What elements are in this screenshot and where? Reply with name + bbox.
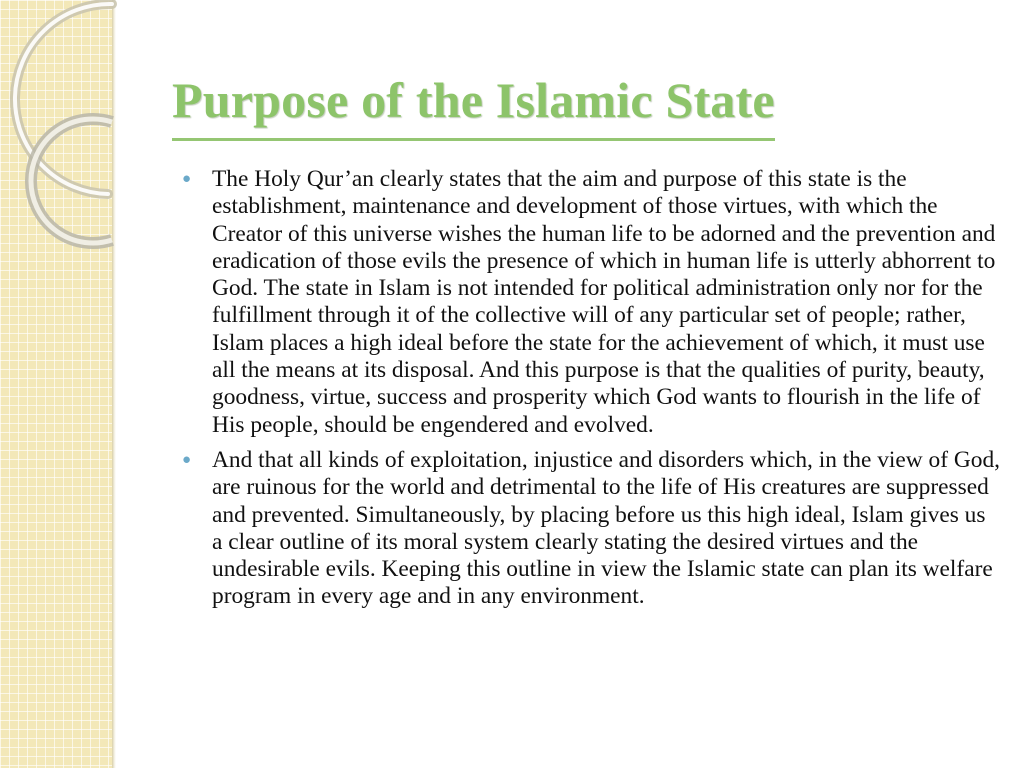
bullet-item <box>180 447 1000 611</box>
decorative-rings <box>0 0 200 300</box>
bullet-list <box>180 166 1000 619</box>
bullet-text: The Holy Qur’an clearly states that the aim and purpose of this state is the establishment, maintenance and development of those virtues, with which the Creator of this universe wishes the human life to be adorned and the prevention and eradication of those evils the presence of which in human life is utterly abhorrent to God. The state in Islam is not intended for political administration only nor for the fulfillment through it of the collective will of any particular set of people; rather, Islam places a high ideal before the state for the achievement of which, it must use all the means at its disposal. And this purpose is that the qualities of purity, beauty, goodness, virtue, success and prosperity which God wants to flourish in the life of His people, should be engendered and evolved. <box>212 166 996 438</box>
bullet-item <box>180 166 1000 439</box>
slide-title: Purpose of the Islamic State <box>172 62 775 141</box>
bullet-dot-icon: ● <box>182 451 192 468</box>
bullet-dot-icon: ● <box>182 171 192 187</box>
bullet-text: And that all kinds of exploitation, injustice and disorders which, in the view of God, are ruinous for the world and detrimental to the life of His creatures are suppressed and prevented. Simultaneously, by placing before us this high ideal, Islam gives us a clear outline of its moral system clearly stating the desired virtues and the undesirable evils. Keeping this outline in view the Islamic state can plan its welfare program in every age and in any environment. <box>212 446 1000 610</box>
